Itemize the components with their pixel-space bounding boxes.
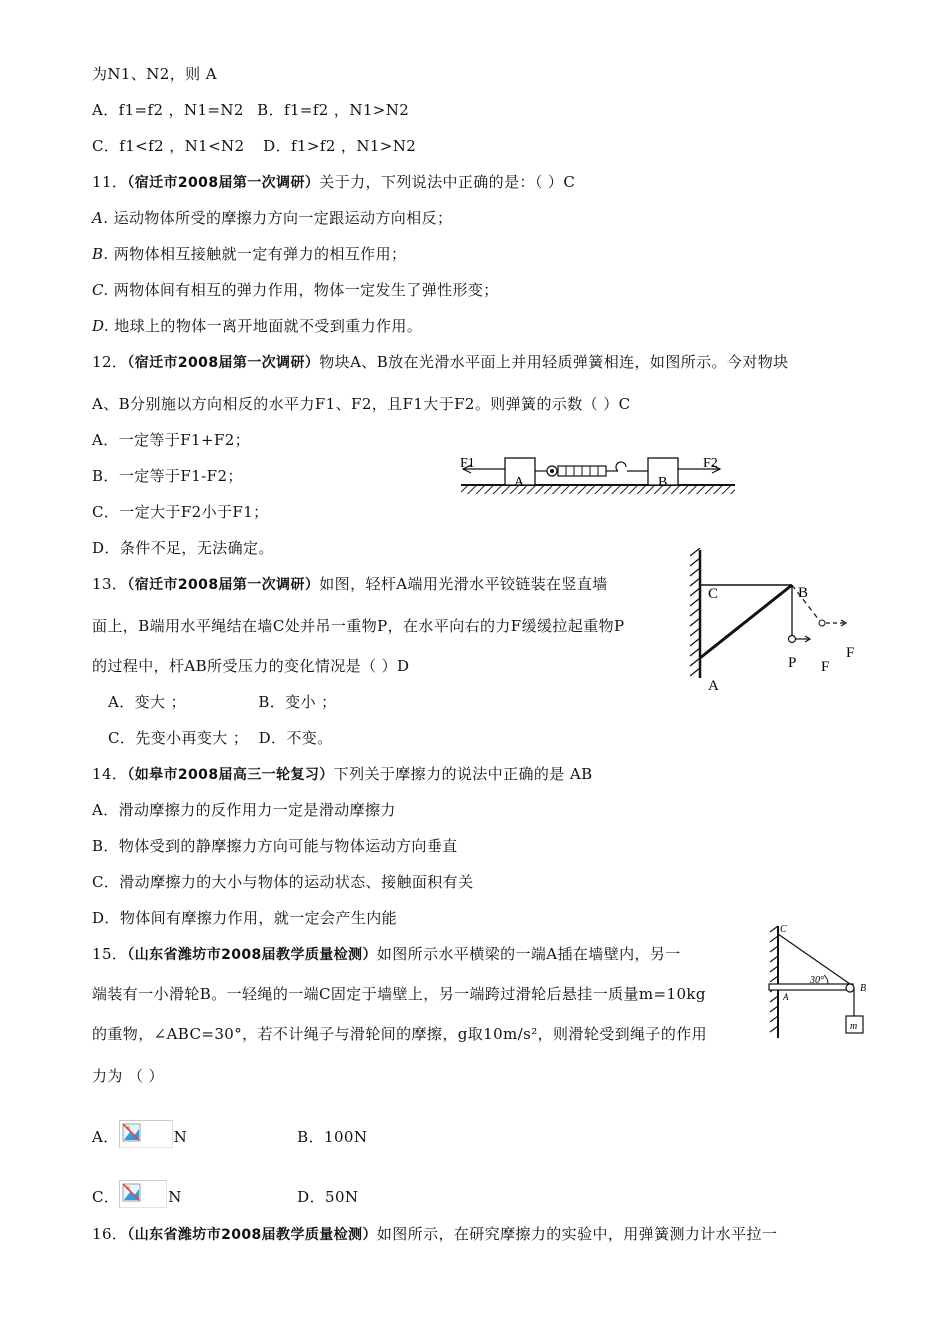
q12-option-b: B．一定等于F1-F2； xyxy=(92,467,243,485)
q13-stem-line2: 面上，B端用水平绳结在墙C处并吊一重物P，在水平向右的力F缓缓拉起重物P xyxy=(92,617,625,635)
broken-image-icon xyxy=(119,1120,173,1148)
q13-rod-figure xyxy=(686,548,866,698)
q16-stem xyxy=(92,1224,777,1245)
label-block-a: A xyxy=(514,475,525,490)
q15-option-a-label: A． xyxy=(92,1128,119,1146)
q14-option-a: A．滑动摩擦力的反作用力一定是滑动摩擦力 xyxy=(92,801,396,819)
q12-option-c: C．一定大于F2小于F1； xyxy=(92,503,269,521)
q11-option-b xyxy=(92,244,406,264)
q11-source: （宿迁市2008届第一次调研） xyxy=(127,175,320,191)
q10-option-b: B．f1=f2 ，N1>N2 xyxy=(257,101,410,119)
q13-stem-line3: 的过程中，杆AB所受压力的变化情况是（ ）D xyxy=(92,657,410,675)
q13-text: 如图，轻杆A端用光滑水平铰链装在竖直墙 xyxy=(319,575,608,593)
q12-stem-line1 xyxy=(92,352,789,373)
q11-text: 关于力，下列说法中正确的是：（ ）C xyxy=(319,173,576,191)
q13-number: 13． xyxy=(92,575,128,593)
option-text: 两物体相互接触就一定有弹力的相互作用； xyxy=(113,245,407,263)
broken-image-icon xyxy=(119,1180,167,1208)
label-a: A xyxy=(783,992,789,1002)
label-m: m xyxy=(850,1021,858,1032)
label-b: B xyxy=(798,585,809,601)
q11-stem xyxy=(92,172,575,193)
q16-source: （山东省潍坊市2008届教学质量检测） xyxy=(127,1227,377,1243)
q15-option-b: B．100N xyxy=(297,1128,368,1146)
q14-source: （如皋市2008届高三一轮复习） xyxy=(127,767,334,783)
label-f-lower: F xyxy=(821,659,830,675)
q15-stem-line3: 的重物，∠ABC=30°，若不计绳子与滑轮间的摩擦，g取10m/s²，则滑轮受到绳子的作用 xyxy=(92,1025,708,1043)
q15-options-ab xyxy=(92,1120,367,1148)
q12-option-d: D．条件不足，无法确定。 xyxy=(92,539,274,557)
option-letter: B. xyxy=(92,245,109,263)
weight-p xyxy=(789,636,796,643)
q14-option-b: B．物体受到的静摩擦力方向可能与物体运动方向垂直 xyxy=(92,837,458,855)
q15-options-cd xyxy=(92,1180,358,1208)
q15-stem-line4: 力为 （ ） xyxy=(92,1067,164,1085)
q15-option-c-label: C． xyxy=(92,1188,120,1206)
q14-number: 14． xyxy=(92,765,128,783)
option-letter: C. xyxy=(92,281,109,299)
q16-number: 16． xyxy=(92,1225,128,1243)
option-text: 地球上的物体一离开地面就不受到重力作用。 xyxy=(114,317,423,335)
q11-number: 11． xyxy=(92,173,128,191)
option-text: 运动物体所受的摩擦力方向一定跟运动方向相反； xyxy=(113,209,453,227)
line-text: 为N1、N2，则 A xyxy=(92,65,217,83)
q10-options-cd xyxy=(92,136,416,156)
q12-text-2: A、B分别施以方向相反的水平力F1、F2，且F1大于F2。则弹簧的示数（ ）C xyxy=(92,395,631,413)
option-letter: A. xyxy=(92,209,109,227)
label-f2: F2 xyxy=(703,456,718,471)
q12-text: 物块A、B放在光滑水平面上并用轻质弹簧相连，如图所示。今对物块 xyxy=(319,353,789,371)
q12-option-a: A．一定等于F1+F2； xyxy=(92,431,251,449)
q16-text: 如图所示，在研究摩擦力的实验中，用弹簧测力计水平拉一 xyxy=(376,1225,778,1243)
q13-source: （宿迁市2008届第一次调研） xyxy=(127,577,320,593)
q15-option-c-unit: N xyxy=(168,1188,182,1206)
label-b: B xyxy=(860,983,867,994)
q14-stem xyxy=(92,764,593,785)
q13-options-ab: A．变大 ； B．变小 ； xyxy=(108,693,337,711)
q12-number: 12． xyxy=(92,353,128,371)
q10-option-a: A．f1=f2 ，N1=N2 xyxy=(92,101,244,119)
ground-hatch xyxy=(461,485,735,494)
q15-number: 15． xyxy=(92,945,128,963)
option-text: 两物体间有相互的弹力作用，物体一定发生了弹性形变； xyxy=(113,281,499,299)
q11-option-c xyxy=(92,280,499,300)
q12-spring-figure xyxy=(455,455,740,497)
q15-stem-line1 xyxy=(92,944,681,965)
q15-pulley-figure xyxy=(766,920,876,1042)
pulley xyxy=(846,984,854,992)
q10-option-c: C．f1<f2 ，N1<N2 xyxy=(92,137,245,155)
q15-option-d: D．50N xyxy=(297,1188,359,1206)
label-block-b: B xyxy=(658,475,668,490)
q14-option-c: C．滑动摩擦力的大小与物体的运动状态、接触面积有关 xyxy=(92,873,474,891)
q11-option-a xyxy=(92,208,452,228)
label-angle: 30° xyxy=(810,975,824,986)
q14-option-d: D．物体间有摩擦力作用，就一定会产生内能 xyxy=(92,909,398,927)
label-c: C xyxy=(708,586,719,602)
label-c: C xyxy=(780,924,787,935)
q15-stem-line2: 端装有一小滑轮B。一轻绳的一端C固定于墙壁上，另一端跨过滑轮后悬挂一质量m=10kg xyxy=(92,985,706,1003)
line-continuation xyxy=(92,64,217,84)
q11-option-d xyxy=(92,316,422,336)
label-f1: F1 xyxy=(460,456,475,471)
q10-option-d: D．f1>f2 ，N1>N2 xyxy=(263,137,417,155)
option-letter: D. xyxy=(92,317,110,335)
q14-text: 下列关于摩擦力的说法中正确的是 AB xyxy=(333,765,593,783)
q15-option-a-unit: N xyxy=(173,1128,188,1146)
q10-options-ab xyxy=(92,100,409,120)
label-a: A xyxy=(708,678,719,694)
label-f-upper: F xyxy=(846,645,855,661)
q13-options-cd: C．先变小再变大 ； D．不变。 xyxy=(108,729,333,747)
q12-stem-line2 xyxy=(92,394,631,414)
q12-source: （宿迁市2008届第一次调研） xyxy=(127,355,320,371)
q15-source: （山东省潍坊市2008届教学质量检测） xyxy=(127,947,377,963)
q15-text: 如图所示水平横梁的一端A插在墙壁内，另一 xyxy=(376,945,681,963)
label-p: P xyxy=(788,655,797,671)
q13-stem-line1 xyxy=(92,574,608,595)
